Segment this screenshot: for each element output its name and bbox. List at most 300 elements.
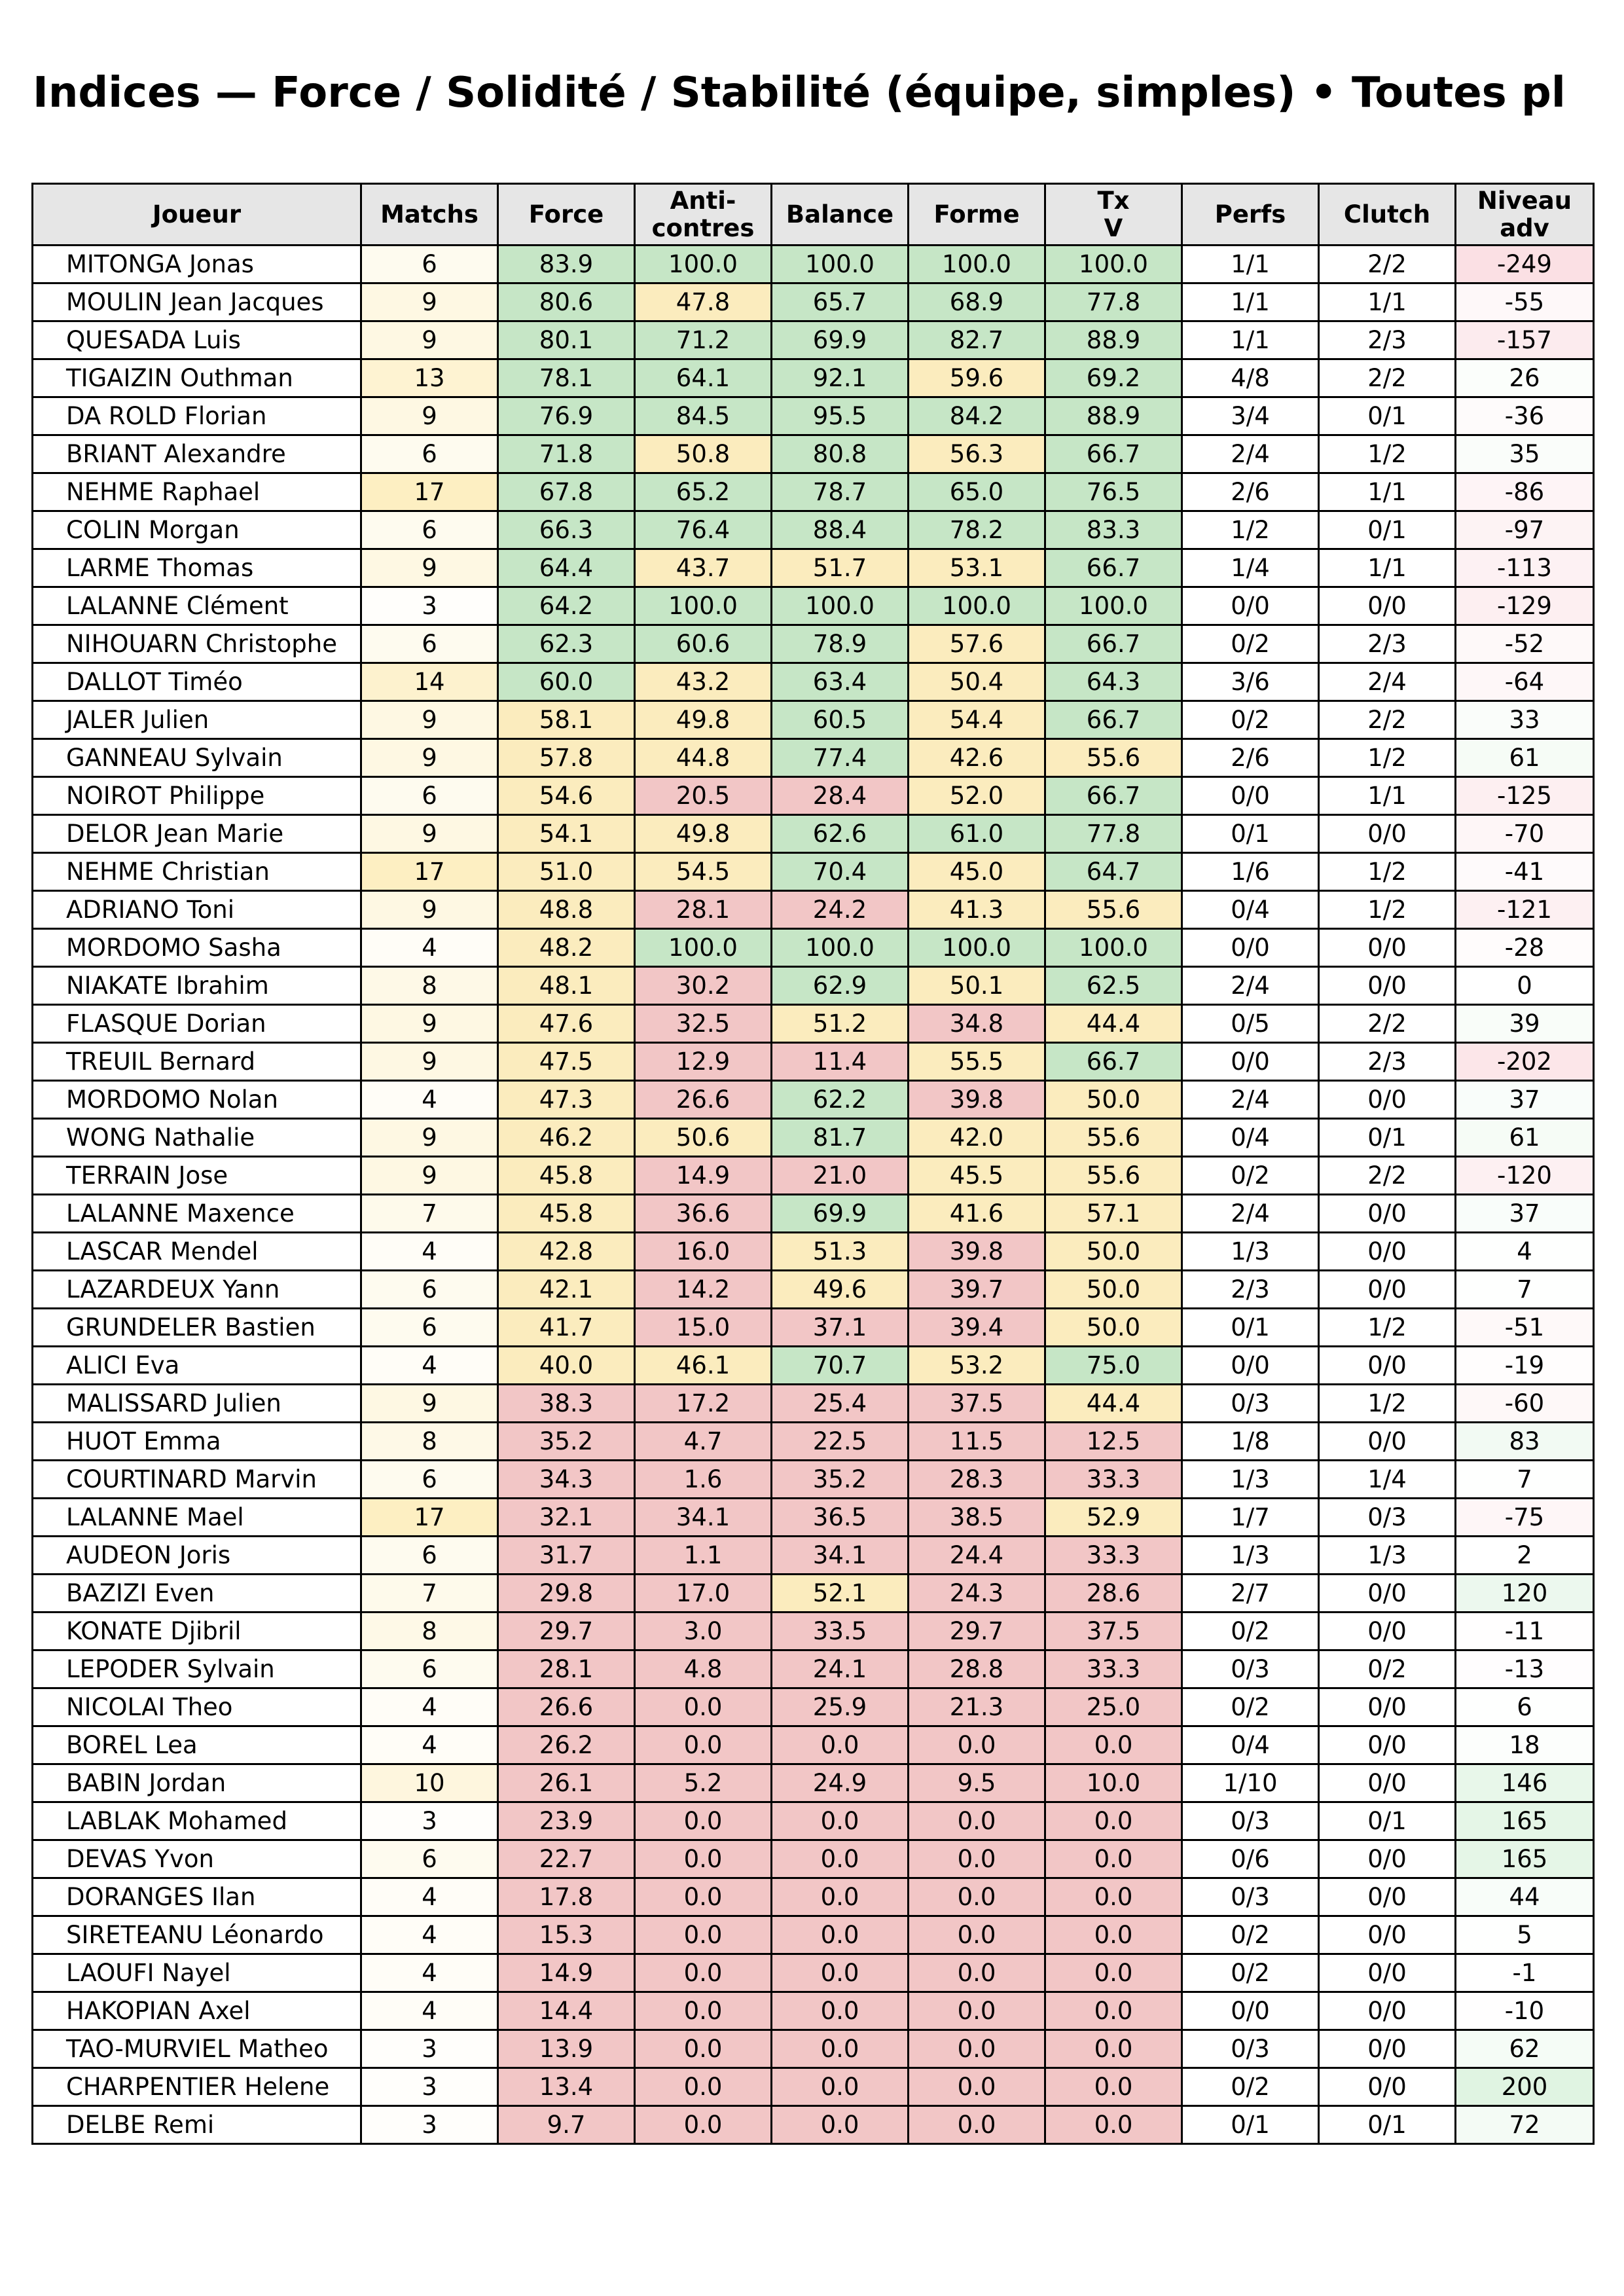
cell-perfs: 1/3 [1182, 1233, 1319, 1271]
cell-matchs: 6 [361, 1840, 498, 1878]
cell-force: 80.6 [498, 283, 635, 321]
cell-forme: 0.0 [909, 1726, 1045, 1764]
cell-balance: 0.0 [772, 2106, 909, 2144]
cell-clutch: 0/0 [1319, 1195, 1456, 1233]
cell-niveau-adv: -121 [1456, 891, 1594, 929]
cell-niveau-adv: -125 [1456, 777, 1594, 815]
cell-joueur: AUDEON Joris [33, 1537, 361, 1575]
cell-niveau-adv: 120 [1456, 1575, 1594, 1613]
cell-clutch: 2/3 [1319, 321, 1456, 359]
cell-balance: 0.0 [772, 1726, 909, 1764]
cell-force: 78.1 [498, 359, 635, 397]
cell-anti-contres: 43.7 [635, 549, 772, 587]
header-label: Forme [933, 200, 1020, 228]
cell-clutch: 2/3 [1319, 625, 1456, 663]
cell-tx-v: 50.0 [1045, 1309, 1182, 1347]
cell-anti-contres: 76.4 [635, 511, 772, 549]
cell-clutch: 1/1 [1319, 283, 1456, 321]
cell-joueur: HUOT Emma [33, 1423, 361, 1461]
cell-force: 47.5 [498, 1043, 635, 1081]
cell-matchs: 9 [361, 397, 498, 435]
cell-force: 67.8 [498, 473, 635, 511]
cell-joueur: TREUIL Bernard [33, 1043, 361, 1081]
cell-matchs: 4 [361, 1992, 498, 2030]
cell-joueur: HAKOPIAN Axel [33, 1992, 361, 2030]
cell-perfs: 2/4 [1182, 1195, 1319, 1233]
cell-joueur: NEHME Raphael [33, 473, 361, 511]
cell-joueur: BOREL Lea [33, 1726, 361, 1764]
cell-force: 46.2 [498, 1119, 635, 1157]
header-label: Anti- contres [651, 186, 755, 242]
cell-forme: 39.4 [909, 1309, 1045, 1347]
cell-tx-v: 66.7 [1045, 625, 1182, 663]
cell-niveau-adv: 2 [1456, 1537, 1594, 1575]
cell-forme: 41.6 [909, 1195, 1045, 1233]
cell-matchs: 6 [361, 1461, 498, 1499]
cell-matchs: 4 [361, 1347, 498, 1385]
cell-niveau-adv: 6 [1456, 1688, 1594, 1726]
cell-clutch: 0/1 [1319, 397, 1456, 435]
cell-perfs: 1/3 [1182, 1461, 1319, 1499]
cell-clutch: 0/0 [1319, 815, 1456, 853]
cell-clutch: 0/0 [1319, 2030, 1456, 2068]
cell-niveau-adv: 62 [1456, 2030, 1594, 2068]
cell-tx-v: 28.6 [1045, 1575, 1182, 1613]
cell-perfs: 0/2 [1182, 1157, 1319, 1195]
cell-perfs: 0/0 [1182, 1992, 1319, 2030]
cell-joueur: DORANGES Ilan [33, 1878, 361, 1916]
cell-balance: 80.8 [772, 435, 909, 473]
cell-joueur: JALER Julien [33, 701, 361, 739]
cell-force: 28.1 [498, 1650, 635, 1688]
cell-joueur: KONATE Djibril [33, 1613, 361, 1650]
header-label: Matchs [380, 200, 478, 228]
cell-tx-v: 0.0 [1045, 1802, 1182, 1840]
cell-forme: 0.0 [909, 2106, 1045, 2144]
cell-forme: 42.0 [909, 1119, 1045, 1157]
cell-tx-v: 50.0 [1045, 1271, 1182, 1309]
cell-anti-contres: 100.0 [635, 246, 772, 283]
cell-balance: 65.7 [772, 283, 909, 321]
cell-clutch: 0/0 [1319, 587, 1456, 625]
cell-balance: 92.1 [772, 359, 909, 397]
cell-joueur: LABLAK Mohamed [33, 1802, 361, 1840]
table-row [33, 1688, 1594, 1726]
header-joueur [33, 184, 361, 246]
cell-niveau-adv: 7 [1456, 1461, 1594, 1499]
cell-matchs: 17 [361, 853, 498, 891]
cell-joueur: QUESADA Luis [33, 321, 361, 359]
cell-perfs: 0/4 [1182, 1726, 1319, 1764]
table-row [33, 701, 1594, 739]
cell-forme: 9.5 [909, 1764, 1045, 1802]
table-row [33, 359, 1594, 397]
table-row [33, 1461, 1594, 1499]
cell-perfs: 3/4 [1182, 397, 1319, 435]
cell-forme: 24.3 [909, 1575, 1045, 1613]
cell-balance: 78.7 [772, 473, 909, 511]
cell-balance: 51.3 [772, 1233, 909, 1271]
cell-perfs: 0/0 [1182, 777, 1319, 815]
cell-niveau-adv: -36 [1456, 397, 1594, 435]
cell-tx-v: 50.0 [1045, 1233, 1182, 1271]
cell-anti-contres: 0.0 [635, 1878, 772, 1916]
cell-niveau-adv: -113 [1456, 549, 1594, 587]
cell-niveau-adv: 4 [1456, 1233, 1594, 1271]
cell-clutch: 0/1 [1319, 1802, 1456, 1840]
table-row [33, 1840, 1594, 1878]
cell-perfs: 3/6 [1182, 663, 1319, 701]
table-row [33, 1764, 1594, 1802]
cell-anti-contres: 43.2 [635, 663, 772, 701]
cell-anti-contres: 0.0 [635, 1840, 772, 1878]
cell-perfs: 4/8 [1182, 359, 1319, 397]
cell-matchs: 17 [361, 1499, 498, 1537]
cell-niveau-adv: 165 [1456, 1802, 1594, 1840]
cell-balance: 69.9 [772, 1195, 909, 1233]
cell-anti-contres: 0.0 [635, 1992, 772, 2030]
cell-niveau-adv: -13 [1456, 1650, 1594, 1688]
cell-niveau-adv: -19 [1456, 1347, 1594, 1385]
cell-anti-contres: 4.8 [635, 1650, 772, 1688]
cell-balance: 51.7 [772, 549, 909, 587]
cell-balance: 24.2 [772, 891, 909, 929]
table-row [33, 625, 1594, 663]
table-row [33, 1347, 1594, 1385]
cell-forme: 100.0 [909, 246, 1045, 283]
cell-forme: 11.5 [909, 1423, 1045, 1461]
cell-joueur: NICOLAI Theo [33, 1688, 361, 1726]
cell-perfs: 0/3 [1182, 1650, 1319, 1688]
cell-perfs: 2/4 [1182, 435, 1319, 473]
cell-matchs: 9 [361, 739, 498, 777]
cell-force: 51.0 [498, 853, 635, 891]
cell-perfs: 0/6 [1182, 1840, 1319, 1878]
cell-force: 62.3 [498, 625, 635, 663]
cell-balance: 63.4 [772, 663, 909, 701]
cell-balance: 11.4 [772, 1043, 909, 1081]
cell-matchs: 13 [361, 359, 498, 397]
cell-clutch: 0/0 [1319, 1840, 1456, 1878]
cell-clutch: 0/0 [1319, 1878, 1456, 1916]
cell-force: 15.3 [498, 1916, 635, 1954]
cell-perfs: 0/2 [1182, 2068, 1319, 2106]
cell-perfs: 1/1 [1182, 283, 1319, 321]
cell-perfs: 0/5 [1182, 1005, 1319, 1043]
cell-clutch: 2/2 [1319, 1005, 1456, 1043]
cell-joueur: NIHOUARN Christophe [33, 625, 361, 663]
cell-joueur: TIGAIZIN Outhman [33, 359, 361, 397]
cell-anti-contres: 0.0 [635, 1726, 772, 1764]
table-row [33, 435, 1594, 473]
cell-tx-v: 50.0 [1045, 1081, 1182, 1119]
cell-matchs: 10 [361, 1764, 498, 1802]
table-row [33, 1954, 1594, 1992]
cell-forme: 53.2 [909, 1347, 1045, 1385]
cell-tx-v: 64.3 [1045, 663, 1182, 701]
table-row [33, 739, 1594, 777]
cell-matchs: 4 [361, 1081, 498, 1119]
cell-tx-v: 75.0 [1045, 1347, 1182, 1385]
table-row [33, 815, 1594, 853]
cell-matchs: 7 [361, 1195, 498, 1233]
cell-force: 45.8 [498, 1157, 635, 1195]
cell-forme: 100.0 [909, 929, 1045, 967]
cell-forme: 0.0 [909, 1802, 1045, 1840]
cell-force: 29.7 [498, 1613, 635, 1650]
cell-clutch: 0/1 [1319, 1119, 1456, 1157]
cell-matchs: 6 [361, 625, 498, 663]
cell-perfs: 1/7 [1182, 1499, 1319, 1537]
cell-tx-v: 66.7 [1045, 1043, 1182, 1081]
header-matchs [361, 184, 498, 246]
cell-joueur: COURTINARD Marvin [33, 1461, 361, 1499]
header-clutch [1319, 184, 1456, 246]
cell-joueur: MORDOMO Sasha [33, 929, 361, 967]
cell-clutch: 1/2 [1319, 853, 1456, 891]
cell-perfs: 2/7 [1182, 1575, 1319, 1613]
cell-anti-contres: 32.5 [635, 1005, 772, 1043]
cell-tx-v: 0.0 [1045, 1992, 1182, 2030]
cell-balance: 51.2 [772, 1005, 909, 1043]
cell-niveau-adv: -28 [1456, 929, 1594, 967]
cell-niveau-adv: -41 [1456, 853, 1594, 891]
cell-forme: 42.6 [909, 739, 1045, 777]
cell-perfs: 0/2 [1182, 1954, 1319, 1992]
cell-matchs: 8 [361, 1613, 498, 1650]
cell-tx-v: 0.0 [1045, 1954, 1182, 1992]
cell-tx-v: 0.0 [1045, 1916, 1182, 1954]
cell-joueur: GRUNDELER Bastien [33, 1309, 361, 1347]
cell-joueur: DALLOT Timéo [33, 663, 361, 701]
cell-tx-v: 55.6 [1045, 739, 1182, 777]
cell-balance: 34.1 [772, 1537, 909, 1575]
table-row [33, 1650, 1594, 1688]
header-label: Clutch [1343, 200, 1431, 228]
table-row [33, 1802, 1594, 1840]
header-label: Perfs [1214, 200, 1286, 228]
cell-forme: 45.5 [909, 1157, 1045, 1195]
cell-force: 13.4 [498, 2068, 635, 2106]
cell-anti-contres: 84.5 [635, 397, 772, 435]
cell-niveau-adv: -120 [1456, 1157, 1594, 1195]
cell-clutch: 0/0 [1319, 1575, 1456, 1613]
cell-anti-contres: 16.0 [635, 1233, 772, 1271]
cell-matchs: 9 [361, 815, 498, 853]
cell-balance: 0.0 [772, 1878, 909, 1916]
header-label: Joueur [152, 200, 242, 228]
table-row [33, 1613, 1594, 1650]
cell-joueur: NEHME Christian [33, 853, 361, 891]
cell-balance: 62.2 [772, 1081, 909, 1119]
cell-force: 48.1 [498, 967, 635, 1005]
cell-perfs: 2/3 [1182, 1271, 1319, 1309]
header-balance [772, 184, 909, 246]
cell-tx-v: 0.0 [1045, 2068, 1182, 2106]
cell-niveau-adv: -249 [1456, 246, 1594, 283]
cell-balance: 100.0 [772, 246, 909, 283]
cell-clutch: 1/2 [1319, 1309, 1456, 1347]
cell-force: 22.7 [498, 1840, 635, 1878]
table-row [33, 1423, 1594, 1461]
cell-niveau-adv: 61 [1456, 739, 1594, 777]
cell-anti-contres: 0.0 [635, 1916, 772, 1954]
cell-joueur: GANNEAU Sylvain [33, 739, 361, 777]
cell-forme: 82.7 [909, 321, 1045, 359]
cell-balance: 0.0 [772, 1802, 909, 1840]
cell-forme: 38.5 [909, 1499, 1045, 1537]
cell-balance: 24.9 [772, 1764, 909, 1802]
table-row [33, 1499, 1594, 1537]
cell-perfs: 2/6 [1182, 739, 1319, 777]
cell-tx-v: 55.6 [1045, 1157, 1182, 1195]
cell-anti-contres: 65.2 [635, 473, 772, 511]
cell-joueur: LALANNE Clément [33, 587, 361, 625]
cell-perfs: 1/3 [1182, 1537, 1319, 1575]
cell-joueur: LAOUFI Nayel [33, 1954, 361, 1992]
cell-matchs: 4 [361, 929, 498, 967]
cell-force: 48.2 [498, 929, 635, 967]
cell-niveau-adv: -52 [1456, 625, 1594, 663]
cell-balance: 22.5 [772, 1423, 909, 1461]
cell-anti-contres: 0.0 [635, 1802, 772, 1840]
cell-clutch: 0/0 [1319, 929, 1456, 967]
cell-matchs: 9 [361, 549, 498, 587]
cell-force: 14.9 [498, 1954, 635, 1992]
cell-anti-contres: 0.0 [635, 2106, 772, 2144]
table-row [33, 1195, 1594, 1233]
cell-clutch: 1/1 [1319, 777, 1456, 815]
cell-forme: 50.4 [909, 663, 1045, 701]
cell-clutch: 2/3 [1319, 1043, 1456, 1081]
cell-tx-v: 66.7 [1045, 777, 1182, 815]
cell-force: 13.9 [498, 2030, 635, 2068]
cell-clutch: 1/1 [1319, 473, 1456, 511]
cell-balance: 25.4 [772, 1385, 909, 1423]
cell-perfs: 0/2 [1182, 1916, 1319, 1954]
cell-anti-contres: 50.6 [635, 1119, 772, 1157]
cell-force: 57.8 [498, 739, 635, 777]
cell-balance: 0.0 [772, 1916, 909, 1954]
cell-clutch: 0/1 [1319, 2106, 1456, 2144]
cell-balance: 49.6 [772, 1271, 909, 1309]
cell-force: 64.4 [498, 549, 635, 587]
table-row [33, 1309, 1594, 1347]
cell-perfs: 2/4 [1182, 1081, 1319, 1119]
cell-niveau-adv: 39 [1456, 1005, 1594, 1043]
cell-balance: 52.1 [772, 1575, 909, 1613]
cell-anti-contres: 54.5 [635, 853, 772, 891]
cell-matchs: 9 [361, 891, 498, 929]
cell-matchs: 9 [361, 283, 498, 321]
cell-tx-v: 77.8 [1045, 815, 1182, 853]
cell-balance: 28.4 [772, 777, 909, 815]
header-label: Tx V [1097, 186, 1130, 242]
cell-perfs: 0/0 [1182, 1043, 1319, 1081]
cell-anti-contres: 71.2 [635, 321, 772, 359]
cell-forme: 52.0 [909, 777, 1045, 815]
cell-forme: 0.0 [909, 1954, 1045, 1992]
cell-balance: 60.5 [772, 701, 909, 739]
cell-joueur: LAZARDEUX Yann [33, 1271, 361, 1309]
cell-niveau-adv: -1 [1456, 1954, 1594, 1992]
cell-joueur: ALICI Eva [33, 1347, 361, 1385]
table-row [33, 663, 1594, 701]
table-row [33, 1878, 1594, 1916]
cell-tx-v: 55.6 [1045, 891, 1182, 929]
indices-table [31, 183, 1595, 2145]
table-row [33, 777, 1594, 815]
cell-matchs: 9 [361, 1043, 498, 1081]
cell-perfs: 1/1 [1182, 246, 1319, 283]
cell-clutch: 2/2 [1319, 359, 1456, 397]
cell-clutch: 1/2 [1319, 891, 1456, 929]
cell-clutch: 2/4 [1319, 663, 1456, 701]
table-row [33, 397, 1594, 435]
cell-perfs: 2/6 [1182, 473, 1319, 511]
cell-anti-contres: 60.6 [635, 625, 772, 663]
cell-perfs: 0/0 [1182, 1347, 1319, 1385]
table-body [33, 246, 1594, 2144]
cell-balance: 0.0 [772, 1992, 909, 2030]
cell-joueur: MITONGA Jonas [33, 246, 361, 283]
cell-joueur: WONG Nathalie [33, 1119, 361, 1157]
cell-tx-v: 0.0 [1045, 1840, 1182, 1878]
cell-balance: 36.5 [772, 1499, 909, 1537]
cell-joueur: DEVAS Yvon [33, 1840, 361, 1878]
cell-forme: 39.8 [909, 1233, 1045, 1271]
cell-perfs: 1/6 [1182, 853, 1319, 891]
cell-balance: 37.1 [772, 1309, 909, 1347]
cell-niveau-adv: 165 [1456, 1840, 1594, 1878]
cell-perfs: 0/3 [1182, 1878, 1319, 1916]
cell-anti-contres: 36.6 [635, 1195, 772, 1233]
cell-matchs: 6 [361, 435, 498, 473]
cell-forme: 53.1 [909, 549, 1045, 587]
cell-clutch: 0/0 [1319, 1347, 1456, 1385]
cell-niveau-adv: 5 [1456, 1916, 1594, 1954]
table-row [33, 321, 1594, 359]
cell-force: 42.1 [498, 1271, 635, 1309]
cell-forme: 57.6 [909, 625, 1045, 663]
cell-anti-contres: 5.2 [635, 1764, 772, 1802]
cell-force: 38.3 [498, 1385, 635, 1423]
cell-clutch: 0/0 [1319, 1613, 1456, 1650]
cell-balance: 95.5 [772, 397, 909, 435]
cell-niveau-adv: 83 [1456, 1423, 1594, 1461]
cell-anti-contres: 46.1 [635, 1347, 772, 1385]
cell-anti-contres: 64.1 [635, 359, 772, 397]
cell-tx-v: 77.8 [1045, 283, 1182, 321]
cell-tx-v: 55.6 [1045, 1119, 1182, 1157]
table-row [33, 1992, 1594, 2030]
cell-balance: 0.0 [772, 2030, 909, 2068]
cell-anti-contres: 26.6 [635, 1081, 772, 1119]
cell-niveau-adv: 33 [1456, 701, 1594, 739]
cell-force: 40.0 [498, 1347, 635, 1385]
header-anti-contres [635, 184, 772, 246]
cell-clutch: 1/3 [1319, 1537, 1456, 1575]
cell-niveau-adv: 72 [1456, 2106, 1594, 2144]
cell-niveau-adv: -60 [1456, 1385, 1594, 1423]
cell-niveau-adv: -157 [1456, 321, 1594, 359]
cell-matchs: 9 [361, 1119, 498, 1157]
cell-matchs: 6 [361, 1271, 498, 1309]
cell-joueur: TAO-MURVIEL Matheo [33, 2030, 361, 2068]
table-row [33, 1005, 1594, 1043]
cell-joueur: COLIN Morgan [33, 511, 361, 549]
cell-matchs: 6 [361, 511, 498, 549]
